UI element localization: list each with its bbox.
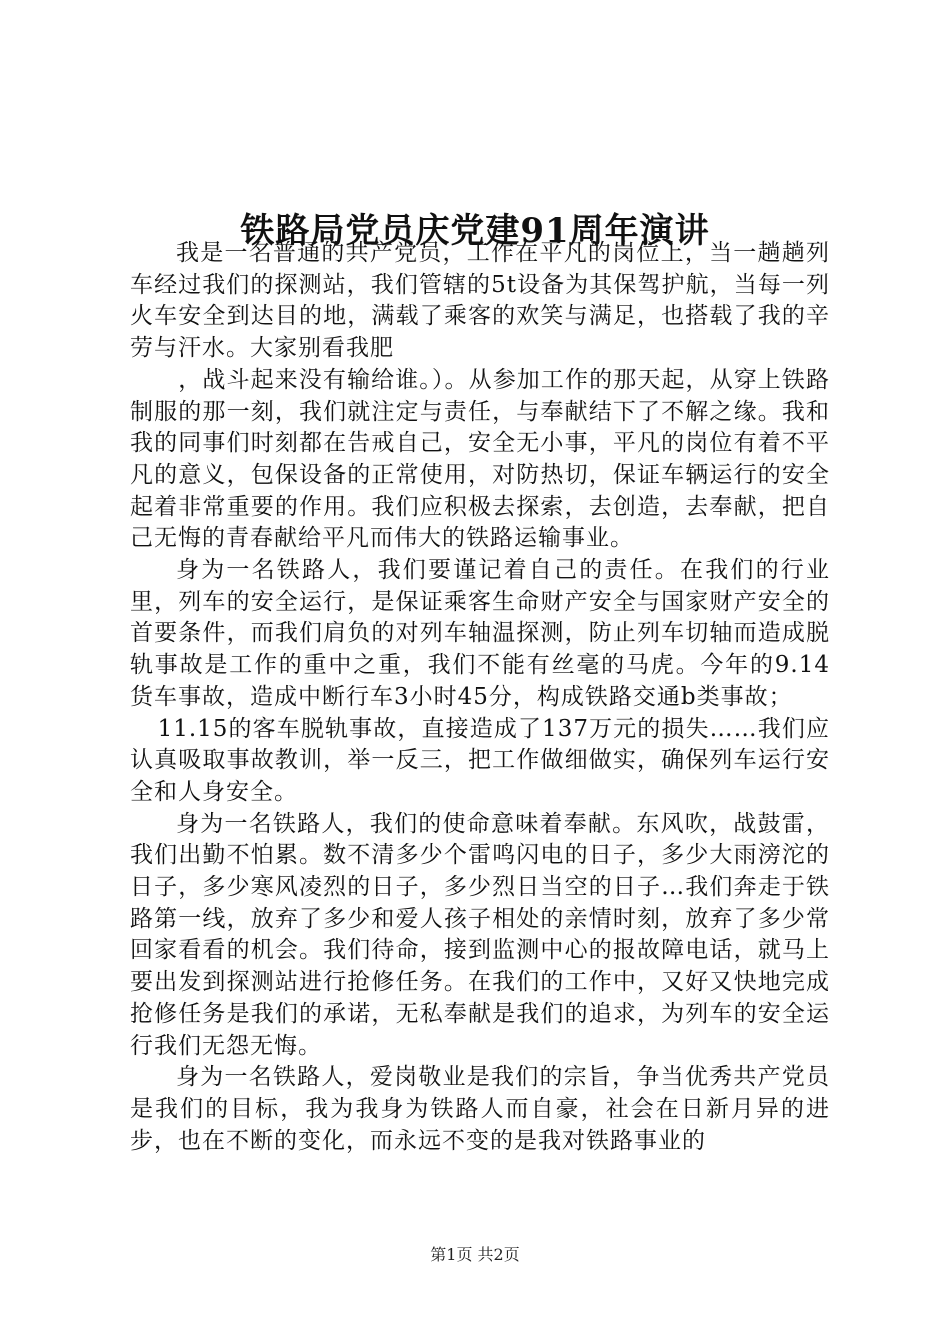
- paragraph-accident-lesson: 11.15的客车脱轨事故，直接造成了137万元的损失……我们应认真吸取事故教训，举一反三，把工作做细做实，确保列车运行安全和人身安全。: [130, 715, 830, 805]
- paragraph-responsibility: 身为一名铁路人，我们要谨记着自己的责任。在我们的行业里，列车的安全运行，是保证乘客生命财产安全与国家财产安全的首要条件，而我们肩负的对列车轴温探测，防止列车切轴而造成脱轨事故是工作的重中之重，我们不能有丝毫的马虎。今年的9.14货车事故，造成中断行车3小时45分，构成铁路交通b类事故；: [130, 557, 830, 710]
- paragraph-pride: 身为一名铁路人，爱岗敬业是我们的宗旨，争当优秀共产党员是我们的目标，我为我身为铁路人而自豪，社会在日新月异的进步，也在不断的变化，而永远不变的是我对铁路事业的: [130, 1064, 830, 1154]
- paragraph-commitment: ，战斗起来没有输给谁。）。从参加工作的那天起，从穿上铁路制服的那一刻，我们就注定与责任，与奉献结下了不解之缘。我和我的同事们时刻都在告戒自己，安全无小事，平凡的岗位有着不平凡的意义，包保设备的正常使用，对防热切，保证车辆运行的安全起着非常重要的作用。我们应积极去探索，去创造，去奉献，把自己无悔的青春献给平凡而伟大的铁路运输事业。: [130, 366, 830, 552]
- paragraph-intro: 我是一名普通的共产党员，工作在平凡的岗位上，当一趟趟列车经过我们的探测站，我们管辖的5t设备为其保驾护航，当每一列火车安全到达目的地，满载了乘客的欢笑与满足，也搭载了我的辛劳与汗水。大家别看我肥: [130, 240, 830, 362]
- page-footer: 第1页 共2页: [430, 1245, 520, 1264]
- paragraph-dedication: 身为一名铁路人，我们的使命意味着奉献。东风吹，战鼓雷，我们出勤不怕累。数不清多少个雷鸣闪电的日子，多少大雨滂沱的日子，多少寒风凌烈的日子，多少烈日当空的日子…我们奔走于铁路第一线，放弃了多少和爱人孩子相处的亲情时刻，放弃了多少常回家看看的机会。我们待命，接到监测中心的报故障电话，就马上要出发到探测站进行抢修任务。在我们的工作中，又好又快地完成抢修任务是我们的承诺，无私奉献是我们的追求，为列车的安全运行我们无怨无悔。: [130, 810, 830, 1059]
- document-body: [130, 238, 830, 1157]
- document-title: 铁路局党员庆党建91周年演讲: [240, 210, 710, 251]
